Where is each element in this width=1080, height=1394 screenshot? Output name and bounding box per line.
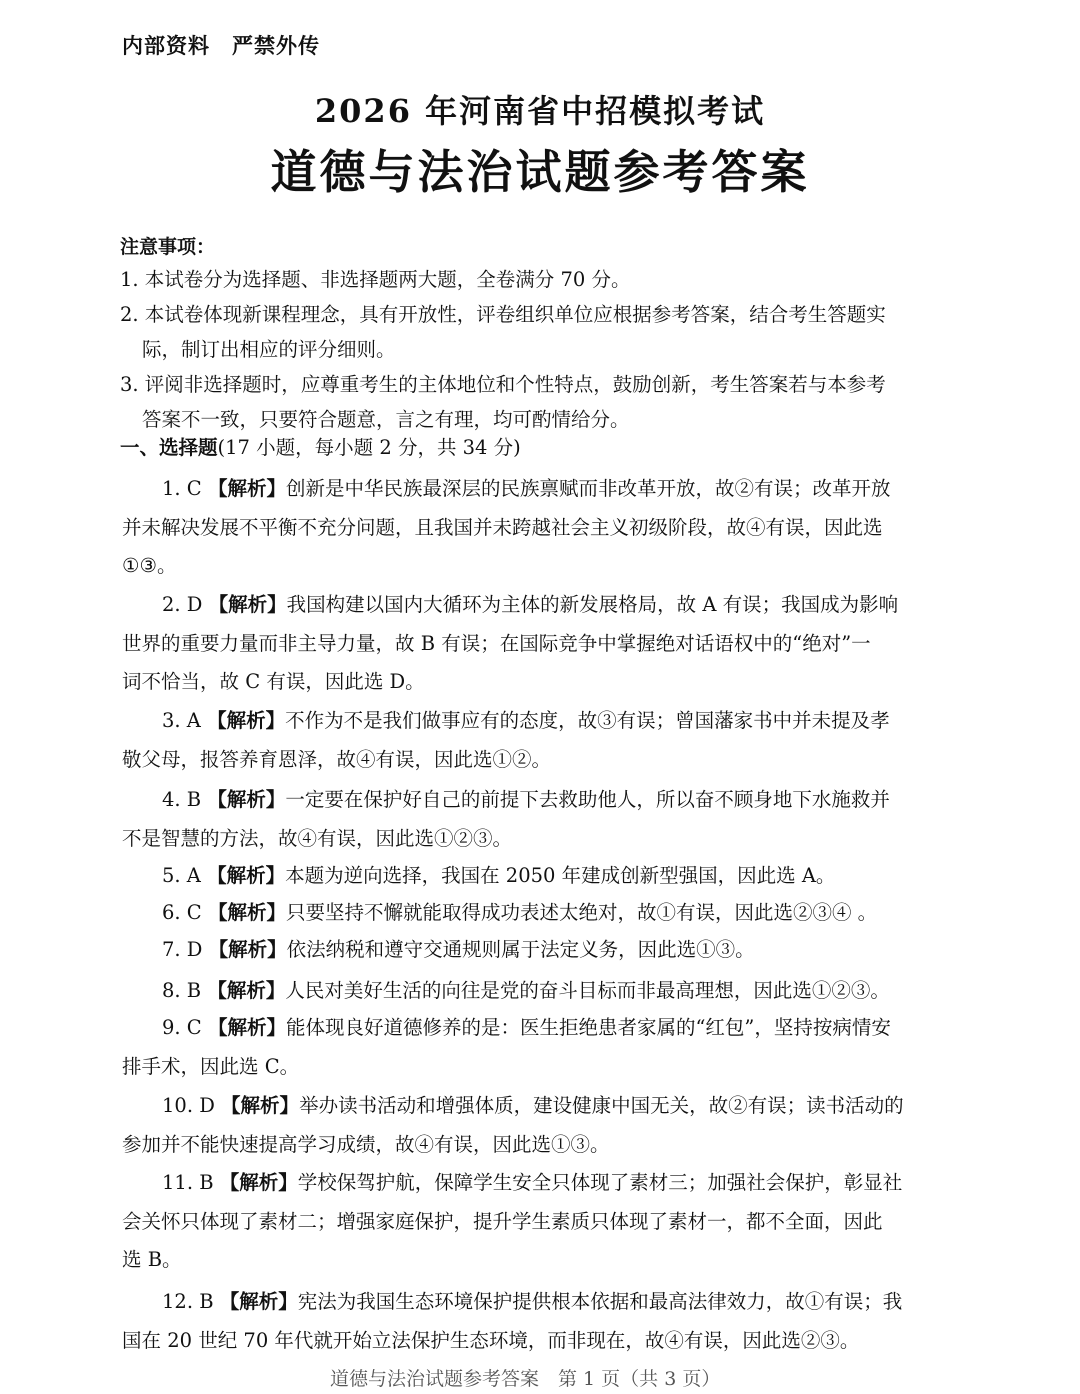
analysis-tag: 【解析】 xyxy=(207,901,286,924)
answer-number: 9. C xyxy=(162,1016,208,1039)
answer-number: 2. D xyxy=(162,593,209,616)
notes-heading: 注意事项： xyxy=(120,236,216,258)
analysis-tag: 【解析】 xyxy=(207,709,286,732)
answer-4-line-1 xyxy=(162,785,890,815)
answer-9-line-2: 排手术，因此选 C。 xyxy=(122,1054,300,1078)
answer-text: 创新是中华民族最深层的民族禀赋而非改革开放，故②有误；改革开放 xyxy=(285,477,891,500)
analysis-tag: 【解析】 xyxy=(219,1290,298,1313)
answer-text: 宪法为我国生态环境保护提供根本依据和最高法律效力，故①有误；我 xyxy=(297,1290,903,1313)
answer-11-line-2: 会关怀只体现了素材二；增强家庭保护，提升学生素质只体现了素材一，都不全面，因此 xyxy=(122,1209,883,1233)
analysis-tag: 【解析】 xyxy=(207,788,286,811)
analysis-tag: 【解析】 xyxy=(208,593,287,616)
note-item-1: 1. 本试卷分为选择题、非选择题两大题，全卷满分 70 分。 xyxy=(120,268,631,291)
answer-2-line-3: 词不恰当，故 C 有误，因此选 D。 xyxy=(122,670,425,693)
answer-text: 本题为逆向选择，我国在 2050 年建成创新型强国，因此选 A。 xyxy=(285,864,836,887)
analysis-tag: 【解析】 xyxy=(221,1094,300,1117)
answer-number: 8. B xyxy=(162,979,208,1002)
answer-11-line-1 xyxy=(162,1168,902,1198)
answer-12-line-1 xyxy=(162,1287,902,1317)
answer-3-line-1 xyxy=(162,706,890,736)
answer-2-line-2: 世界的重要力量而非主导力量，故 B 有误；在国际竞争中掌握绝对话语权中的“绝对”一 xyxy=(122,631,871,655)
answer-10-line-2: 参加并不能快速提高学习成绩，故④有误，因此选①③。 xyxy=(122,1132,610,1156)
page-footer: 道德与法治试题参考答案 第 1 页（共 3 页） xyxy=(330,1368,721,1390)
note-item-2-cont: 际，制订出相应的评分细则。 xyxy=(142,338,396,361)
analysis-tag: 【解析】 xyxy=(207,1016,286,1039)
answer-text: 举办读书活动和增强体质，建设健康中国无关，故②有误；读书活动的 xyxy=(299,1094,904,1117)
answer-8-line-1 xyxy=(162,976,890,1006)
answer-3-line-2: 敬父母，报答养育恩泽，故④有误，因此选①②。 xyxy=(122,747,552,771)
section-heading-label: 一、选择题 xyxy=(120,436,218,459)
answer-4-line-2: 不是智慧的方法，故④有误，因此选①②③。 xyxy=(122,826,513,850)
answer-1-line-1 xyxy=(162,474,890,504)
document-title: 道德与法治试题参考答案 xyxy=(270,145,810,199)
analysis-tag: 【解析】 xyxy=(207,864,286,887)
answer-text: 只要坚持不懈就能取得成功表述太绝对，故①有误，因此选②③④ 。 xyxy=(285,901,878,924)
confidential-note: 内部资料 严禁外传 xyxy=(122,34,320,58)
answer-text: 人民对美好生活的向往是党的奋斗目标而非最高理想，因此选①②③。 xyxy=(285,979,890,1002)
answer-text: 不作为不是我们做事应有的态度，故③有误；曾国藩家书中并未提及孝 xyxy=(285,709,890,732)
answer-6-line-1 xyxy=(162,898,877,928)
answer-number: 7. D xyxy=(162,938,209,961)
analysis-tag: 【解析】 xyxy=(207,979,286,1002)
answer-number: 3. A xyxy=(162,709,208,732)
answer-number: 1. C xyxy=(162,477,208,500)
answer-number: 6. C xyxy=(162,901,208,924)
note-item-3-cont: 答案不一致，只要符合题意，言之有理，均可酌情给分。 xyxy=(142,408,630,431)
answer-12-line-2: 国在 20 世纪 70 年代就开始立法保护生态环境，而非现在，故④有误，因此选②③。 xyxy=(122,1328,860,1352)
answer-text: 我国构建以国内大循环为主体的新发展格局，故 A 有误；我国成为影响 xyxy=(286,593,899,616)
answer-number: 12. B xyxy=(162,1290,220,1313)
answer-10-line-1 xyxy=(162,1091,904,1121)
answer-5-line-1 xyxy=(162,861,835,891)
answer-text: 能体现良好道德修养的是：医生拒绝患者家属的“红包”，坚持按病情安 xyxy=(285,1016,891,1039)
answer-9-line-1 xyxy=(162,1013,891,1043)
section-heading-detail: (17 小题，每小题 2 分，共 34 分) xyxy=(217,436,521,459)
answer-text: 学校保驾护航，保障学生安全只体现了素材三；加强社会保护，彰显社 xyxy=(297,1171,903,1194)
answer-7-line-1 xyxy=(162,935,755,965)
answer-number: 5. A xyxy=(162,864,208,887)
analysis-tag: 【解析】 xyxy=(219,1171,298,1194)
analysis-tag: 【解析】 xyxy=(207,477,286,500)
answer-2-line-1 xyxy=(162,590,898,620)
answer-text: 一定要在保护好自己的前提下去救助他人，所以奋不顾身地下水施救并 xyxy=(285,788,890,811)
analysis-tag: 【解析】 xyxy=(208,938,287,961)
exam-title: 2026 年河南省中招模拟考试 xyxy=(314,92,766,130)
answer-1-line-3: ①③。 xyxy=(122,554,177,577)
answer-number: 11. B xyxy=(162,1171,220,1194)
answer-1-line-2: 并未解决发展不平衡不充分问题，且我国并未跨越社会主义初级阶段，故④有误，因此选 xyxy=(122,515,883,539)
note-item-2: 2. 本试卷体现新课程理念，具有开放性，评卷组织单位应根据参考答案，结合考生答题实 xyxy=(120,303,886,326)
answer-11-line-3: 选 B。 xyxy=(122,1248,182,1271)
answer-text: 依法纳税和遵守交通规则属于法定义务，因此选①③。 xyxy=(286,938,755,961)
note-item-3: 3. 评阅非选择题时，应尊重考生的主体地位和个性特点，鼓励创新，考生答案若与本参考 xyxy=(120,373,886,396)
answer-number: 4. B xyxy=(162,788,208,811)
answer-number: 10. D xyxy=(162,1094,222,1117)
